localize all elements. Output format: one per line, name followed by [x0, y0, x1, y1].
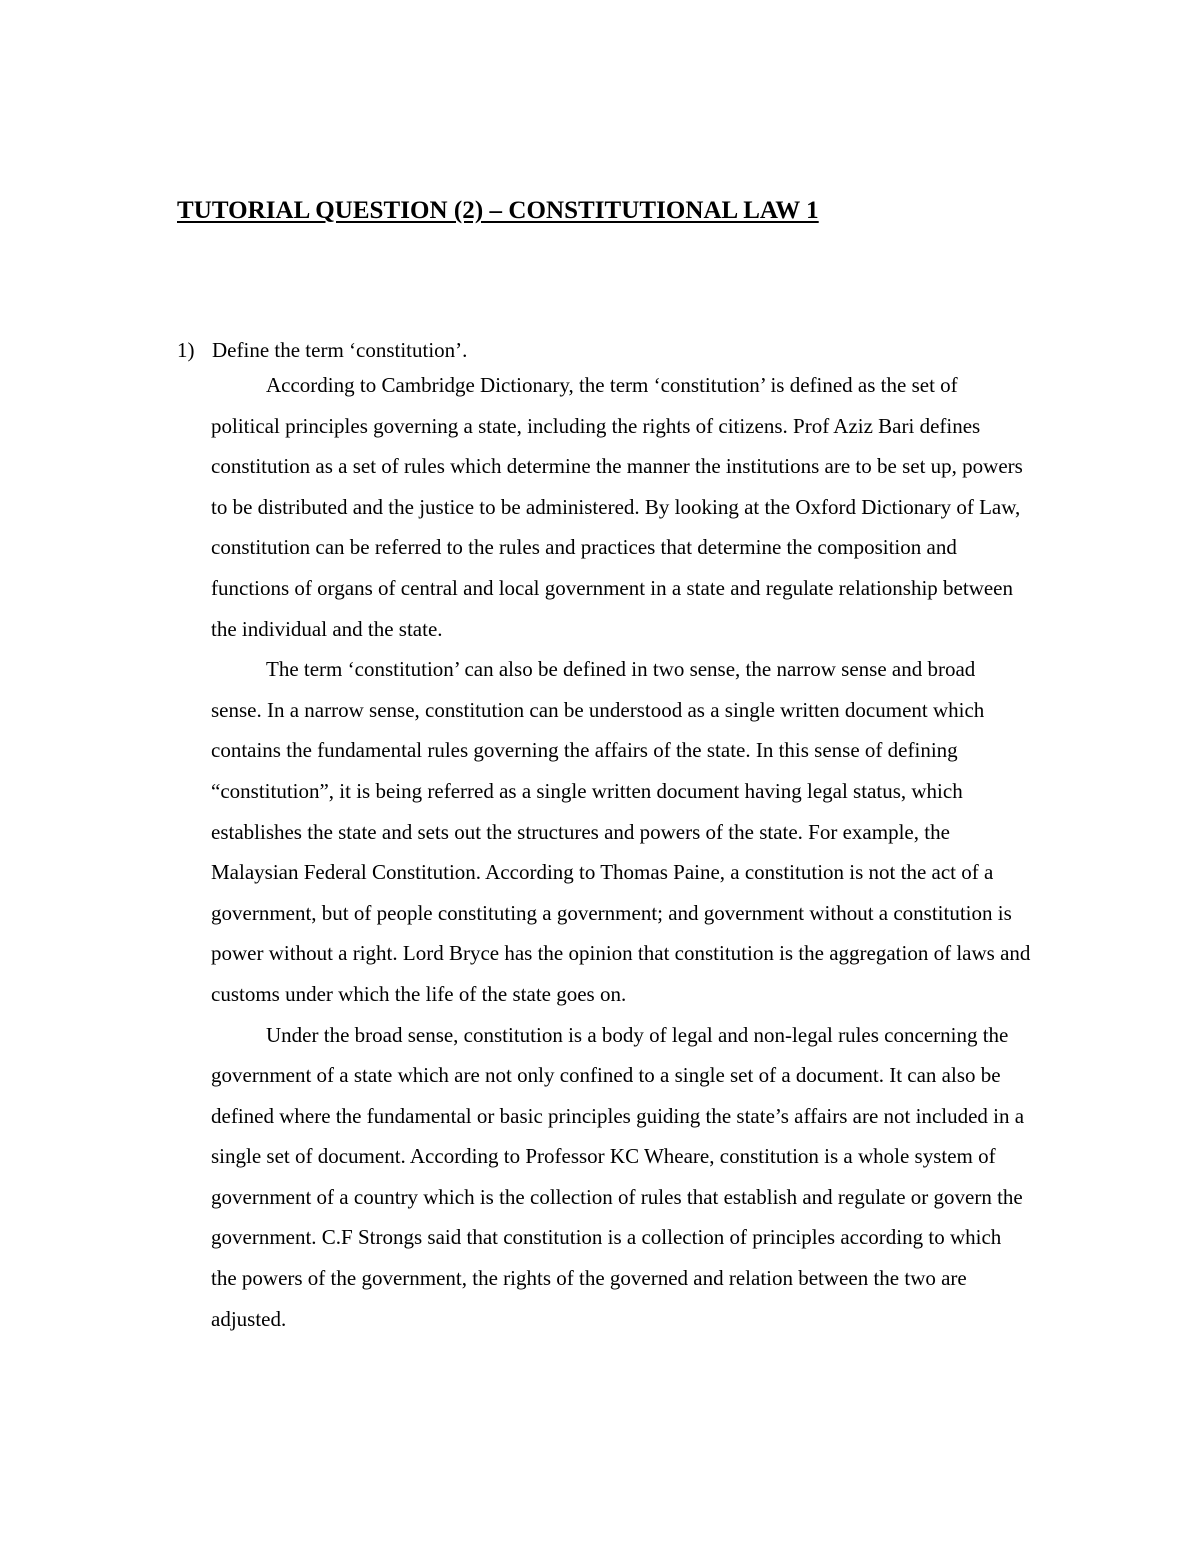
- paragraph-broad-sense: Under the broad sense, constitution is a body of legal and non-legal rules concerning the government of a state which are not only confined to a single set of a document. It can also be defined where the fundamental or basic principles guiding the state’s affairs are not included in a single set of document. According to Professor KC Wheare, constitution is a whole system of government of a country which is the collection of rules that establish and regulate or govern the government. C.F Strongs said that constitution is a collection of principles according to which the powers of the government, the rights of the governed and relation between the two are adjusted.: [211, 1022, 1025, 1331]
- question-number: 1): [177, 338, 195, 362]
- paragraph-definitions: According to Cambridge Dictionary, the term ‘constitution’ is defined as the set of political principles governing a state, including the rights of citizens. Prof Aziz Bari defines constitution as a set of rules which determine the manner the institutions are to be set up, powers to be distributed and the justice to be administered. By looking at the Oxford Dictionary of Law, constitution can be referred to the rules and practices that determine the composition and functions of organs of central and local government in a state and regulate relationship between the individual and the state.: [211, 373, 1023, 641]
- question-text: Define the term ‘constitution’.: [212, 338, 468, 362]
- document-title: TUTORIAL QUESTION (2) – CONSTITUTIONAL LAW 1: [177, 197, 819, 224]
- answer-body: [211, 365, 1031, 1339]
- paragraph-narrow-sense: The term ‘constitution’ can also be defined in two sense, the narrow sense and broad sense. In a narrow sense, constitution can be understood as a single written document which contains the fundamental rules governing the affairs of the state. In this sense of defining “constitution”, it is being referred as a single written document having legal status, which establishes the state and sets out the structures and powers of the state. For example, the Malaysian Federal Constitution. According to Thomas Paine, a constitution is not the act of a government, but of people constituting a government; and government without a constitution is power without a right. Lord Bryce has the opinion that constitution is the aggregation of laws and customs under which the life of the state goes on.: [211, 657, 1031, 1006]
